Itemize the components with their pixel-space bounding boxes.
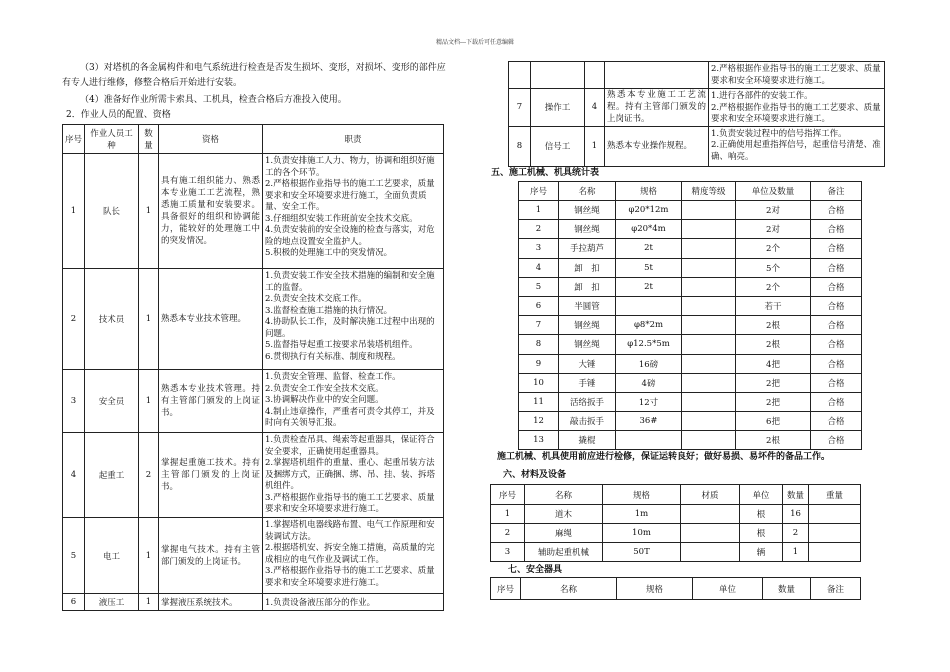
role: 起重工 xyxy=(85,433,139,518)
table-cell: 合格 xyxy=(811,277,862,296)
table-row xyxy=(63,269,444,370)
table-cell: 6 xyxy=(519,296,559,315)
table-row xyxy=(63,370,444,433)
table-cell: 2t xyxy=(616,277,682,296)
table-cell: 钢丝绳 xyxy=(559,220,616,239)
duty-item: 1.负责安装工作安全技术措施的编制和安全施工的监督。 xyxy=(265,271,435,293)
paragraph-inspection: （3）对塔机的各金属构件和电气系统进行检查是否发生损坏、变形，对损坏、变形的部件应有专人进行维修，修整合格后开始进行安装。 xyxy=(62,63,446,88)
col-header: 序号 xyxy=(491,578,521,600)
table-cell: 2t xyxy=(616,239,682,258)
col-header: 精度等级 xyxy=(682,182,736,201)
table-cell: 合格 xyxy=(811,239,862,258)
table-row xyxy=(63,154,444,269)
table-row xyxy=(519,239,862,258)
role: 队长 xyxy=(85,154,139,269)
duties: 2.严格根据作业指导书的施工工艺要求、质量要求和安全环境要求进行施工。 xyxy=(709,62,885,89)
quantity: 1 xyxy=(139,594,159,611)
table-cell: 辅助起重机械 xyxy=(525,543,603,562)
table-header-row xyxy=(63,125,444,154)
table-cell: 合格 xyxy=(811,201,862,220)
table-cell: 半圆管 xyxy=(559,296,616,315)
duties xyxy=(263,154,444,269)
table-cell xyxy=(682,373,736,392)
row-number: 3 xyxy=(63,370,85,433)
duty-item: 3.仔细组织安装工作班前安全技术交底。 xyxy=(265,213,418,224)
table-cell: 2根 xyxy=(736,335,811,354)
table-cell: 3 xyxy=(519,239,559,258)
row-number: 7 xyxy=(509,89,531,127)
table-cell xyxy=(682,296,736,315)
table-cell: 麻绳 xyxy=(525,524,603,543)
col-header: 数量 xyxy=(139,125,159,154)
duty-item: 2.负责安全技术交底工作。 xyxy=(265,294,367,304)
quantity: 1 xyxy=(139,370,159,433)
quantity: 1 xyxy=(139,269,159,370)
table-cell: 2 xyxy=(491,524,525,543)
table-cell xyxy=(809,524,861,543)
table-cell: 合格 xyxy=(811,335,862,354)
table-row xyxy=(519,220,862,239)
table-cell xyxy=(681,524,740,543)
col-header: 序号 xyxy=(519,182,559,201)
table-cell: 36# xyxy=(616,412,682,431)
col-header: 名称 xyxy=(559,182,616,201)
table-cell: 钢丝绳 xyxy=(559,335,616,354)
duties: 1.负责设备液压部分的作业。 xyxy=(263,594,444,611)
table-cell: 50T xyxy=(603,543,681,562)
section-title-safety: 七、安全器具 xyxy=(508,565,563,575)
personnel-table xyxy=(62,124,444,611)
duty-item: 2.严格根据作业指导书的施工工艺要求，质量要求和安全环境要求进行施工，全面负责质量、安全工作。 xyxy=(265,179,435,212)
table-row xyxy=(491,543,861,562)
table-row xyxy=(509,89,885,127)
table-row xyxy=(519,316,862,335)
role: 技术员 xyxy=(85,269,139,370)
table-cell: 卸 扣 xyxy=(559,258,616,277)
table-cell: 2个 xyxy=(736,239,811,258)
table-cell: 2 xyxy=(783,524,809,543)
duty-item: 5.监督指导起重工按要求吊装塔机组件。 xyxy=(265,340,418,350)
table-row xyxy=(519,296,862,315)
table-cell: 钢丝绳 xyxy=(559,201,616,220)
duty-item: 3.严格根据作业指导书的施工工艺要求、质量要求和安全环境要求进行施工。 xyxy=(265,492,435,514)
table-cell: 4磅 xyxy=(616,373,682,392)
table-cell: 2根 xyxy=(736,316,811,335)
row-number: 6 xyxy=(63,594,85,611)
table-row xyxy=(519,335,862,354)
table-cell: 8 xyxy=(519,335,559,354)
table-cell xyxy=(681,505,740,524)
paragraph-tools: （4）准备好作业所需卡索具、工机具，检查合格后方准投入使用。 xyxy=(80,95,347,105)
table-cell xyxy=(682,201,736,220)
table-cell: 5 xyxy=(519,277,559,296)
table-cell: φ20*12m xyxy=(616,201,682,220)
duty-item: 6.贯彻执行有关标准、制度和规程。 xyxy=(265,351,401,362)
table-cell: 撬棍 xyxy=(559,431,616,450)
table-cell xyxy=(682,220,736,239)
table-cell xyxy=(682,392,736,411)
duty-item: 4.制止违章操作，严重者可责令其停工，并及时向有关领导汇报。 xyxy=(265,406,435,428)
qualification xyxy=(605,62,709,89)
table-cell: 合格 xyxy=(811,412,862,431)
table-cell: 1 xyxy=(491,505,525,524)
table-cell: 若干 xyxy=(736,296,811,315)
duty-item: 1.进行各部件的安装工作。 xyxy=(711,91,813,101)
table-cell: 根 xyxy=(740,505,783,524)
safety-table xyxy=(490,577,861,600)
col-header: 材质 xyxy=(681,485,740,505)
table-row xyxy=(509,62,885,89)
table-header-row xyxy=(519,182,862,201)
col-header: 资格 xyxy=(159,125,263,154)
table-cell: φ20*4m xyxy=(616,220,682,239)
table-cell: 合格 xyxy=(811,258,862,277)
duty-item: 1.掌握塔机电器线路布置、电气工作原理和安装调试方法。 xyxy=(265,520,435,542)
table-cell xyxy=(616,431,682,450)
qualification: 熟悉本专业技术管理。 xyxy=(159,269,263,370)
section-heading-personnel: 2．作业人员的配置、资格 xyxy=(66,110,171,120)
row-number: 5 xyxy=(63,518,85,594)
table-row xyxy=(519,354,862,373)
col-header: 数量 xyxy=(783,485,809,505)
role: 信号工 xyxy=(531,126,585,166)
table-cell: 2对 xyxy=(736,220,811,239)
row-number: 2 xyxy=(63,269,85,370)
table-cell: 5t xyxy=(616,258,682,277)
duty-item: 4.负责安装前的安全设施的检查与落实，对危险的地点设置安全监护人。 xyxy=(265,225,435,247)
duty-item: 2.严格根据作业指导书的施工工艺要求、质量要求和安全环境要求进行施工。 xyxy=(711,102,881,124)
materials-table-body xyxy=(491,505,861,562)
duties xyxy=(263,518,444,594)
table-row xyxy=(519,277,862,296)
table-cell xyxy=(809,543,861,562)
machinery-table-body xyxy=(519,201,862,450)
row-number: 8 xyxy=(509,126,531,166)
table-cell: 1 xyxy=(519,201,559,220)
table-row xyxy=(519,412,862,431)
table-cell xyxy=(682,335,736,354)
table-cell xyxy=(682,431,736,450)
table-cell xyxy=(682,316,736,335)
table-cell: 敲击扳手 xyxy=(559,412,616,431)
col-header: 单位 xyxy=(693,578,763,600)
col-header: 序号 xyxy=(63,125,85,154)
table-header-row xyxy=(491,485,861,505)
table-cell: 2个 xyxy=(736,277,811,296)
col-header: 名称 xyxy=(521,578,617,600)
col-header: 序号 xyxy=(491,485,525,505)
table-row xyxy=(519,201,862,220)
duty-item: 1.负责安排施工人力、物力，协调和组织好施工的各个环节。 xyxy=(265,156,435,178)
duty-item: 5.积极的处理施工中的突发情况。 xyxy=(265,248,393,258)
table-cell xyxy=(682,354,736,373)
table-row xyxy=(491,505,861,524)
table-row xyxy=(519,373,862,392)
table-cell: 12寸 xyxy=(616,392,682,411)
col-header: 规格 xyxy=(617,578,693,600)
table-cell xyxy=(682,277,736,296)
table-cell: 2对 xyxy=(736,201,811,220)
col-header: 职责 xyxy=(263,125,444,154)
table-cell: 10m xyxy=(603,524,681,543)
table-cell: 10 xyxy=(519,373,559,392)
table-cell: 合格 xyxy=(811,296,862,315)
quantity xyxy=(585,62,605,89)
table-cell: φ12.5*5m xyxy=(616,335,682,354)
col-header: 名称 xyxy=(525,485,603,505)
section-title-machinery: 五、施工机械、机具统计表 xyxy=(491,168,600,178)
role: 电工 xyxy=(85,518,139,594)
duty-item: 4.协助队长工作，及时解决施工过程中出现的问题。 xyxy=(265,317,435,339)
col-header: 备注 xyxy=(811,578,861,600)
qualification: 具有施工组织能力、熟悉本专业施工工艺流程，熟悉施工质量和安装要求。具备很好的组织和协调能力，能较好的处理施工中的突发情况。 xyxy=(159,154,263,269)
table-row xyxy=(63,518,444,594)
table-cell: 2把 xyxy=(736,392,811,411)
table-cell: 合格 xyxy=(811,354,862,373)
duty-item: 1.负责安全管理、监督、检查工作。 xyxy=(265,372,401,382)
table-cell xyxy=(682,412,736,431)
table-cell: 5个 xyxy=(736,258,811,277)
table-cell: 13 xyxy=(519,431,559,450)
duty-item: 3.监督检查施工措施的执行情况。 xyxy=(265,305,393,316)
table-row xyxy=(519,258,862,277)
table-cell xyxy=(682,239,736,258)
quantity: 1 xyxy=(139,154,159,269)
col-header: 单位及数量 xyxy=(736,182,811,201)
table-cell: 16磅 xyxy=(616,354,682,373)
duties xyxy=(263,370,444,433)
row-number xyxy=(509,62,531,89)
table-cell: 11 xyxy=(519,392,559,411)
table-row xyxy=(509,126,885,166)
role: 操作工 xyxy=(531,89,585,127)
duty-item: 1.负责检查吊具、绳索等起重器具，保证符合安全要求，正确使用起重器具。 xyxy=(265,435,435,457)
table-cell: 合格 xyxy=(811,373,862,392)
personnel-table-continued xyxy=(508,61,885,167)
col-header: 备注 xyxy=(811,182,862,201)
role xyxy=(531,62,585,89)
table-cell: 钢丝绳 xyxy=(559,316,616,335)
table-row xyxy=(63,594,444,611)
table-cell: φ8*2m xyxy=(616,316,682,335)
machinery-note: 施工机械、机具使用前应进行检修，保证运转良好；做好易损、易坏件的备品工作。 xyxy=(497,452,831,462)
table-row xyxy=(519,431,862,450)
table-cell: 活络扳手 xyxy=(559,392,616,411)
table-cell: 2把 xyxy=(736,373,811,392)
table-cell: 16 xyxy=(783,505,809,524)
table-cell xyxy=(809,505,861,524)
table-cell: 9 xyxy=(519,354,559,373)
col-header: 作业人员工种 xyxy=(85,125,139,154)
page-header: 精品文档---下载后可任意编辑 xyxy=(435,39,515,46)
table-cell: 手拉葫芦 xyxy=(559,239,616,258)
table-cell: 1 xyxy=(783,543,809,562)
qualification: 掌握液压系统技术。 xyxy=(159,594,263,611)
table-cell: 合格 xyxy=(811,220,862,239)
table-cell: 合格 xyxy=(811,392,862,411)
table-cell xyxy=(681,543,740,562)
qualification: 掌握起重施工技术。持有主管部门颁发的上岗证书。 xyxy=(159,433,263,518)
table-cell: 手锤 xyxy=(559,373,616,392)
table-cell: 合格 xyxy=(811,316,862,335)
duty-item: 2.掌握塔机组件的重量、重心、起重吊装方法及捆绑方式，正确捆、绑、吊、挂、装、拆塔机组件。 xyxy=(265,458,436,491)
col-header: 单位 xyxy=(740,485,783,505)
role: 安全员 xyxy=(85,370,139,433)
col-header: 重量 xyxy=(809,485,861,505)
table-cell: 3 xyxy=(491,543,525,562)
table-header-row xyxy=(491,578,861,600)
role: 液压工 xyxy=(85,594,139,611)
quantity: 1 xyxy=(585,126,605,166)
table-cell: 7 xyxy=(519,316,559,335)
table-cell: 辆 xyxy=(740,543,783,562)
qualification: 熟悉本专业技术管理。持有主管部门颁发的上岗证书。 xyxy=(159,370,263,433)
duty-item: 2.根据塔机安、拆安全施工措施，高质量的完成相应的电气作业及调试工作。 xyxy=(265,543,435,565)
quantity: 4 xyxy=(585,89,605,127)
quantity: 1 xyxy=(139,518,159,594)
table-cell: 6把 xyxy=(736,412,811,431)
table-row xyxy=(491,524,861,543)
machinery-table xyxy=(518,181,862,450)
duty-item: 3.严格根据作业指导书的施工工艺要求、质量要求和安全环境要求进行施工。 xyxy=(265,566,435,588)
table-cell: 1m xyxy=(603,505,681,524)
table-row xyxy=(519,392,862,411)
qualification: 掌握电气技术。持有主管部门颁发的上岗证书。 xyxy=(159,518,263,594)
table-cell xyxy=(616,296,682,315)
table-cell: 12 xyxy=(519,412,559,431)
qualification: 熟悉本专业施工工艺流程。持有主管部门颁发的上岗证书。 xyxy=(605,89,709,127)
row-number: 1 xyxy=(63,154,85,269)
duty-item: 3.协调解决作业中的安全问题。 xyxy=(265,395,384,405)
col-header: 规格 xyxy=(603,485,681,505)
table-cell: 根 xyxy=(740,524,783,543)
duties xyxy=(709,89,885,127)
table-cell: 合格 xyxy=(811,431,862,450)
materials-table xyxy=(490,484,861,562)
table-cell: 大锤 xyxy=(559,354,616,373)
duties xyxy=(263,433,444,518)
qualification: 熟悉本专业操作规程。 xyxy=(605,126,709,166)
quantity: 2 xyxy=(139,433,159,518)
section-title-materials: 六、材料及设备 xyxy=(503,470,567,480)
duty-item: 2.正确使用起重指挥信号，起重信号清楚、准确、响亮。 xyxy=(711,140,881,162)
row-number: 4 xyxy=(63,433,85,518)
col-header: 数量 xyxy=(763,578,811,600)
table-cell: 2根 xyxy=(736,431,811,450)
duties xyxy=(709,126,885,166)
duty-item: 1.负责安装过程中的信号指挥工作。 xyxy=(711,128,847,139)
table-cell xyxy=(682,258,736,277)
duties xyxy=(263,269,444,370)
table-cell: 4 xyxy=(519,258,559,277)
duty-item: 2.负责安全工作安全技术交底。 xyxy=(265,383,384,394)
table-cell: 2 xyxy=(519,220,559,239)
table-row xyxy=(63,433,444,518)
table-cell: 道木 xyxy=(525,505,603,524)
col-header: 规格 xyxy=(616,182,682,201)
table-cell: 卸 扣 xyxy=(559,277,616,296)
table-cell: 4把 xyxy=(736,354,811,373)
